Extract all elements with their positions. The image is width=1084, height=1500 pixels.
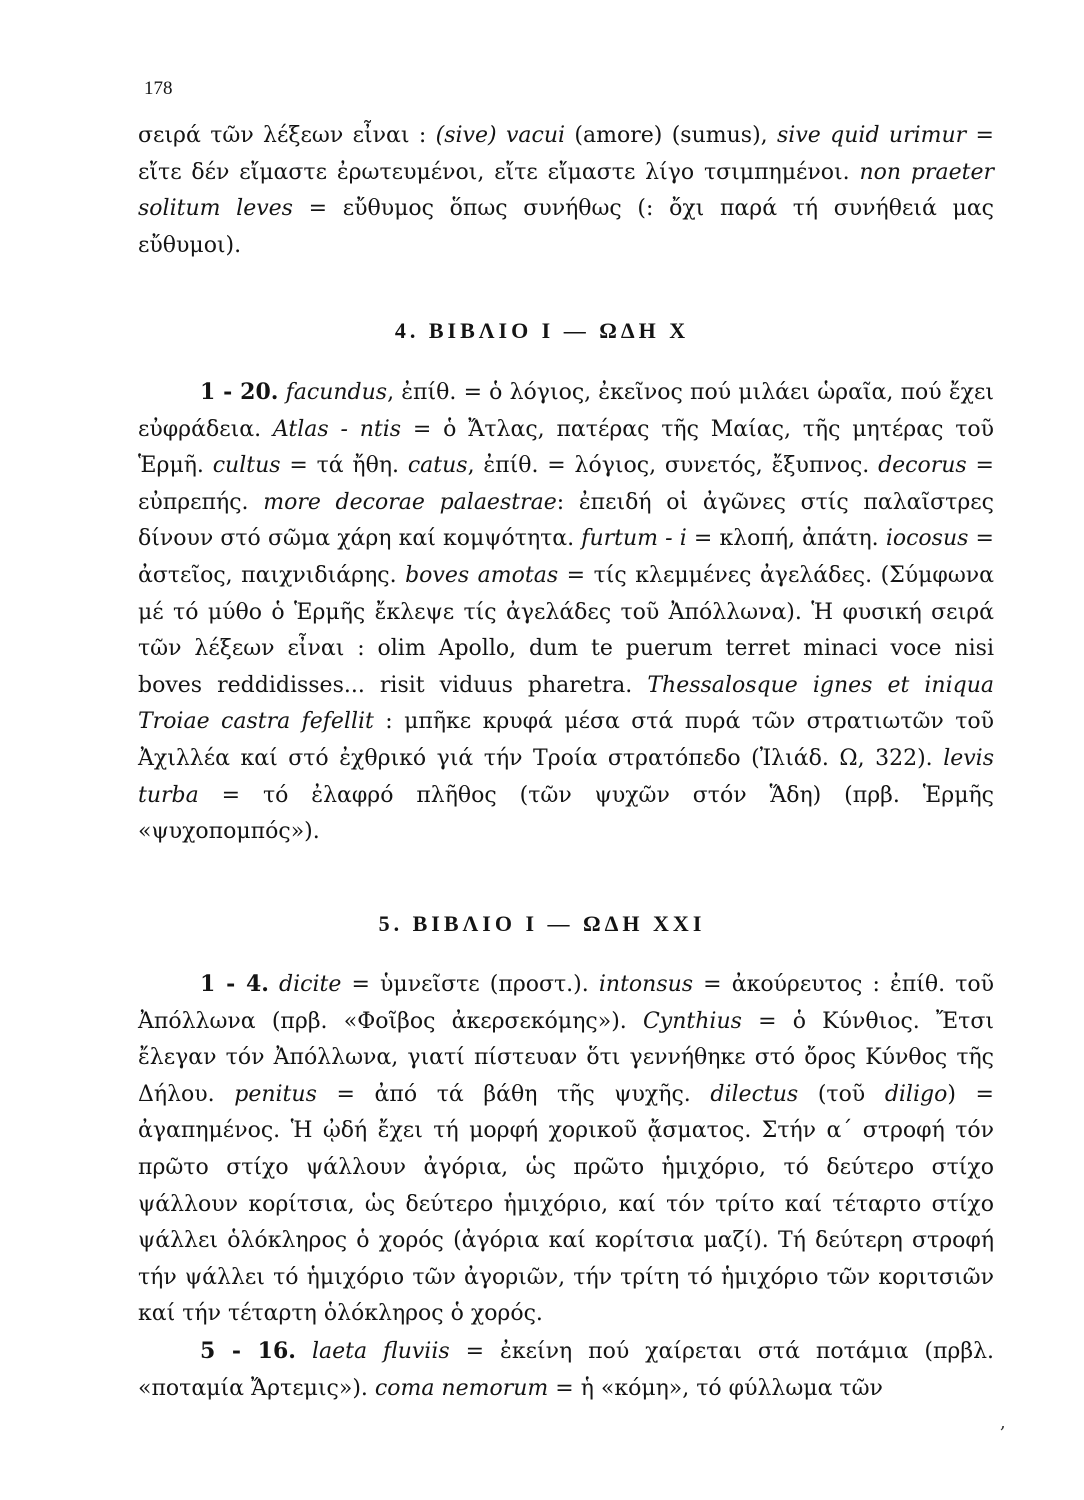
latin-lemma: sive quid urimur [777,123,967,148]
greek-gloss: = ἐκείνη πού χαίρεται στά ποτάμια (πρβλ. «ποταμία Ἄρτεμις»). [138,1338,995,1401]
latin-lemma: more decorae palaestrae [263,489,557,515]
margin-mark: , [1000,1412,1006,1433]
latin-lemma: Cynthius [642,1008,742,1034]
latin-lemma: non praeter solitum leves [138,159,994,222]
greek-gloss: = ὑμνεῖστε (προστ.). [341,972,599,997]
greek-gloss: = εἴτε δέν εἴμαστε ἐρωτευμένοι, εἴτε εἴμαστε λίγο τσιμπημένοι. [138,123,994,185]
section-4-paragraph [138,374,994,851]
latin-lemma: laeta fluviis [311,1338,450,1364]
greek-gloss: (τοῦ [798,1081,885,1107]
greek-gloss: : μπῆκε κρυφά μέσα στά πυρά τῶν στρατιωτῶν τοῦ Ἀχιλλέα καί στό ἐχθρικό γιά τήν Τροία στρατόπεδο (Ἰλιάδ. Ω, 322). [138,709,994,771]
greek-gloss: = τό ἐλαφρό πλῆθος (τῶν ψυχῶν στόν Ἅδη) (πρβ. Ἑρμῆς «ψυχοπομπός»). [138,782,994,845]
latin-lemma: furtum - i [581,526,687,552]
line-range: 5 - 16. [200,1337,296,1364]
greek-gloss: = ἀκούρευτος : ἐπίθ. τοῦ Ἀπόλλωνα (πρβ. «Φοῖβος ἀκερσεκόμης»). [138,972,994,1034]
greek-gloss: = τίς κλεμμένες ἀγελάδες. (Σύμφωνα μέ τό μύθο ὁ Ἑρμῆς ἔκλεψε τίς ἀγελάδες τοῦ Ἀπόλλωνα). Ἡ φυσική σειρά τῶν λέξεων εἶναι : olim Apollo, dum te puerum terret minaci voce nisi boves reddidisses... risit viduus pharetra. [138,562,995,698]
section-5-paragraph-1 [138,966,994,1333]
latin-lemma: levis turba [138,745,994,808]
greek-gloss: = εὔθυμος ὅπως συνήθως (: ὄχι παρά τή συνήθειά μας εὔθυμοι). [138,196,994,258]
greek-gloss: : ἐπειδή οἱ ἀγῶνες στίς παλαῖστρες δίνουν στό σῶμα χάρη καί κομψότητα. [138,489,995,552]
section-5-heading: 5. ΒΙΒΛΙΟ Ι — ΩΔΗ ΧΧΙ [378,911,706,936]
latin-lemma: dicite [279,972,342,997]
latin-lemma: intonsus [598,972,694,997]
latin-lemma: Atlas - ntis [272,416,402,442]
greek-gloss: = ὁ Κύνθιος. Ἔτσι ἔλεγαν τόν Ἀπόλλωνα, γιατί πίστευαν ὅτι γεννήθηκε στό ὄρος Κύνθος τῆς Δήλου. [138,1008,994,1107]
latin-lemma: catus [407,453,468,479]
line-range: 1 - 20. [200,379,279,405]
latin-lemma: facundus [285,380,388,405]
latin-lemma: Thessalosque ignes et iniqua Troiae castra fefellit [138,672,995,735]
line-range: 1 - 4. [200,971,269,997]
greek-gloss: = τά ἤθη. [280,453,408,479]
section-4-body [138,374,994,851]
section-5-body [138,966,994,1407]
greek-gloss: σειρά τῶν λέξεων εἶναι : [138,123,436,148]
intro-paragraph [138,118,994,264]
greek-gloss: , ἐπίθ. = λόγιος, συνετός, ἔξυπνος. [467,453,879,479]
greek-gloss: (amore) (sumus), [565,123,778,148]
latin-lemma: coma nemorum [374,1375,549,1401]
latin-lemma: (sive) vacui [435,123,566,148]
intro-text [138,118,994,264]
latin-lemma: boves amotas [405,562,559,588]
greek-gloss: = ὁ Ἄτλας, πατέρας τῆς Μαίας, τῆς μητέρας τοῦ Ἑρμῆ. [138,416,994,479]
greek-gloss: = ἀπό τά βάθη τῆς ψυχῆς. [316,1081,711,1107]
latin-lemma: decorus [878,453,967,479]
latin-lemma: diligo [884,1081,948,1107]
section-5-paragraph-2 [138,1333,994,1407]
greek-gloss: = εὐπρεπής. [138,453,994,515]
greek-gloss: = ἀστεῖος, παιχνιδιάρης. [138,526,994,588]
page-number: 178 [144,78,173,99]
greek-gloss: , ἐπίθ. = ὁ λόγιος, ἐκεῖνος πού μιλάει ὡραῖα, πού ἔχει εὐφράδεια. [138,380,995,442]
latin-lemma: cultus [212,453,281,479]
commentary-text [138,972,994,1326]
section-4-heading: 4. ΒΙΒΛΙΟ Ι — ΩΔΗ Χ [394,318,690,343]
commentary-text [138,380,994,844]
latin-lemma: iocosus [885,526,969,552]
greek-gloss: = κλοπή, ἀπάτη. [686,526,886,552]
latin-lemma: penitus [234,1081,317,1107]
latin-lemma: dilectus [710,1081,799,1107]
greek-gloss: = ἡ «κόμη», τό φύλλωμα τῶν [548,1375,883,1401]
greek-gloss: ) = ἀγαπημένος. Ἡ ᾠδή ἔχει τή μορφή χορικοῦ ᾄσματος. Στήν α΄ στροφή τόν πρῶτο στίχο ψάλλουν ἀγόρια, ὡς πρῶτο ἡμιχόριο, τό δεύτερο στίχο ψάλλουν κορίτσια, ὡς δεύτερο ἡμιχόριο, καί τόν τρίτο καί τέταρτο στίχο ψάλλει ὁλόκληρος ὁ χορός (ἀγόρια καί κορίτσια μαζί). Τή δεύτερη στροφή τήν ψάλλει τό ἡμιχόριο τῶν ἀγοριῶν, τήν τρίτη τό ἡμιχόριο τῶν κοριτσιῶν καί τήν τέταρτη ὁλόκληρος ὁ χορός. [138,1081,994,1327]
